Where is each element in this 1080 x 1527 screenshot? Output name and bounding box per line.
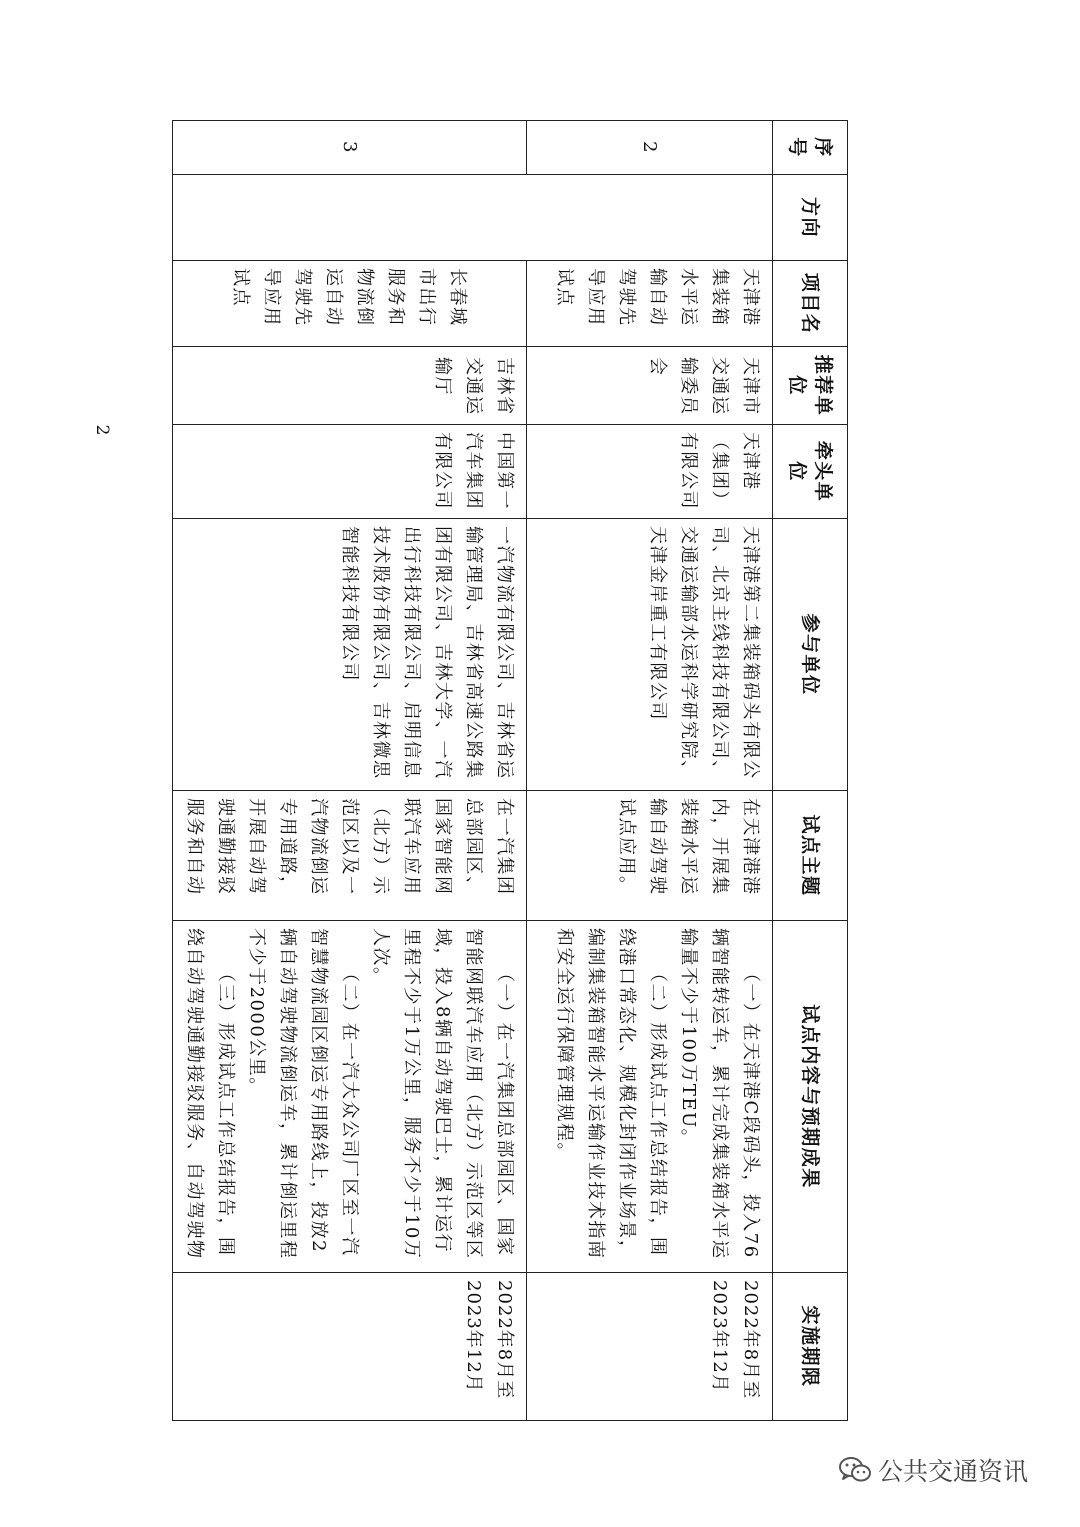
row-theme: 在一汽集团总部园区、国家智能网联汽车应用（北方）示范区以及一汽物流倒运专用道路，开展自动驾驶通勤接驳服务和自动 <box>173 791 527 921</box>
table-row <box>173 121 527 1421</box>
header-index: 序号 <box>773 121 848 175</box>
header-recommender: 推荐单位 <box>773 347 848 425</box>
row-content <box>173 921 527 1273</box>
row-participants: 一汽物流有限公司、吉林省运输管理局、吉林省高速公路集团有限公司、吉林大学、一汽出行科技有限公司、启明信息技术股份有限公司、吉林微思智能科技有限公司 <box>173 519 527 791</box>
wechat-icon <box>838 1456 872 1484</box>
table-row <box>527 121 773 1421</box>
table-header-row <box>773 121 848 1421</box>
content-item: （一）在一汽集团总部园区、国家智能网联汽车应用（北方）示范区等区域，投入8辆自动驾驶巴士，累计运行里程不少于1万公里，服务不少于10万人次。 <box>370 928 515 1260</box>
row-index: 3 <box>173 121 527 175</box>
header-lead: 牵头单位 <box>773 425 848 519</box>
row-theme: 在天津港港内，开展集装箱水平运输自动驾驶试点应用。 <box>527 791 773 921</box>
pilot-projects-table <box>172 120 848 1421</box>
watermark <box>838 1452 1028 1488</box>
header-participants: 参与单位 <box>773 519 848 791</box>
header-period: 实施期限 <box>773 1273 848 1421</box>
row-project: 长春城市出行服务和物流倒运自动驾驶先导应用试点 <box>173 261 527 347</box>
header-project: 项目名 <box>773 261 848 347</box>
row-period: 2022年8月至2023年12月 <box>173 1273 527 1421</box>
header-theme: 试点主题 <box>773 791 848 921</box>
content-item: （二）形成试点工作总结报告，围绕港口常态化、规模化封闭作业场景，编制集装箱智能水平运输作业技术指南和安全运行保障管理规程。 <box>554 928 668 1260</box>
header-content: 试点内容与预期成果 <box>773 921 848 1273</box>
row-project: 天津港集装箱水平运输自动驾驶先导应用试点 <box>527 261 773 347</box>
row-recommender: 天津市交通运输委员会 <box>527 347 773 425</box>
content-item: （一）在天津港C段码头，投入76辆智能转运车，累计完成集装箱水平运输量不少于100万TEU。 <box>678 928 761 1260</box>
row-period: 2022年8月至2023年12月 <box>527 1273 773 1421</box>
rotated-page <box>184 120 848 1420</box>
content-item: （二）在一汽大众公司厂区至一汽智慧物流园区倒运专用路线上，投放2辆自动驾驶物流倒运车，累计倒运里程不少于2000公里。 <box>246 928 360 1260</box>
row-direction <box>173 175 773 261</box>
row-lead: 中国第一汽车集团有限公司 <box>173 425 527 519</box>
row-index: 2 <box>527 121 773 175</box>
row-participants: 天津港第二集装箱码头有限公司、北京主线科技有限公司、交通运输部水运科学研究院、天津金岸重工有限公司 <box>527 519 773 791</box>
content-item: （三）形成试点工作总结报告，围绕自动驾驶通勤接驳服务、自动驾驶物 <box>184 928 236 1260</box>
watermark-text: 公共交通资讯 <box>878 1457 1029 1486</box>
row-content <box>527 921 773 1273</box>
row-lead: 天津港（集团）有限公司 <box>527 425 773 519</box>
header-direction: 方向 <box>773 175 848 261</box>
row-recommender: 吉林省交通运输厅 <box>173 347 527 425</box>
page-number: 2 <box>92 424 112 436</box>
